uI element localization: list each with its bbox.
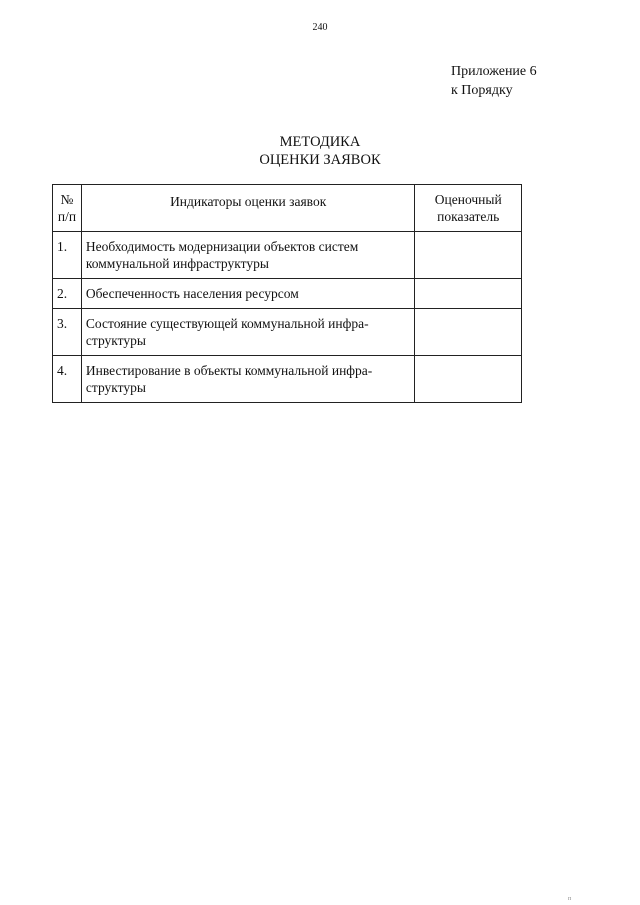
table-header-row — [53, 185, 522, 232]
row-number: 2. — [53, 279, 82, 309]
header-number — [53, 185, 82, 232]
row-number: 1. — [53, 232, 82, 279]
header-score-line-2: показатель — [437, 209, 500, 224]
row-score-cell — [415, 309, 522, 356]
header-indicators-label: Индикаторы оценки заявок — [170, 194, 327, 209]
table-row — [53, 356, 522, 403]
table-row — [53, 232, 522, 279]
row-indicator — [81, 356, 415, 403]
row-indicator-line-1: Состояние существующей коммунальной инфра- — [85, 316, 369, 331]
header-number-symbol: № — [60, 192, 74, 207]
row-indicator — [81, 279, 415, 309]
title-line-2: ОЦЕНКИ ЗАЯВОК — [259, 152, 381, 168]
row-number: 4. — [53, 356, 82, 403]
table-row — [53, 309, 522, 356]
appendix-label: Приложение 6 — [451, 64, 537, 79]
row-score-cell — [415, 356, 522, 403]
header-score-line-1: Оценочный — [434, 192, 502, 207]
row-indicator-line-1: Обеспеченность населения ресурсом — [85, 286, 299, 301]
row-indicator-line-2: коммунальной инфраструктуры — [85, 256, 269, 271]
row-indicator — [81, 232, 415, 279]
page-number: 240 — [312, 22, 328, 33]
row-number: 3. — [53, 309, 82, 356]
row-score-cell — [415, 279, 522, 309]
row-indicator-line-1: Инвестирование в объекты коммунальной инфра- — [85, 363, 373, 378]
header-number-abbr: п/п — [57, 209, 77, 224]
row-score-cell — [415, 232, 522, 279]
row-indicator-line-1: Необходимость модернизации объектов систем — [85, 239, 359, 254]
title-line-1: МЕТОДИКА — [279, 134, 361, 150]
row-indicator-line-2: структуры — [85, 333, 146, 348]
table-row — [53, 279, 522, 309]
header-score — [415, 185, 522, 232]
header-indicators — [81, 185, 415, 232]
appendix-reference — [451, 62, 537, 100]
evaluation-criteria-table — [52, 184, 522, 403]
row-indicator-line-2: структуры — [85, 380, 146, 395]
row-indicator — [81, 309, 415, 356]
document-title — [0, 133, 640, 169]
appendix-order-reference: к Порядку — [451, 83, 513, 98]
footer-mark: п — [568, 896, 572, 902]
